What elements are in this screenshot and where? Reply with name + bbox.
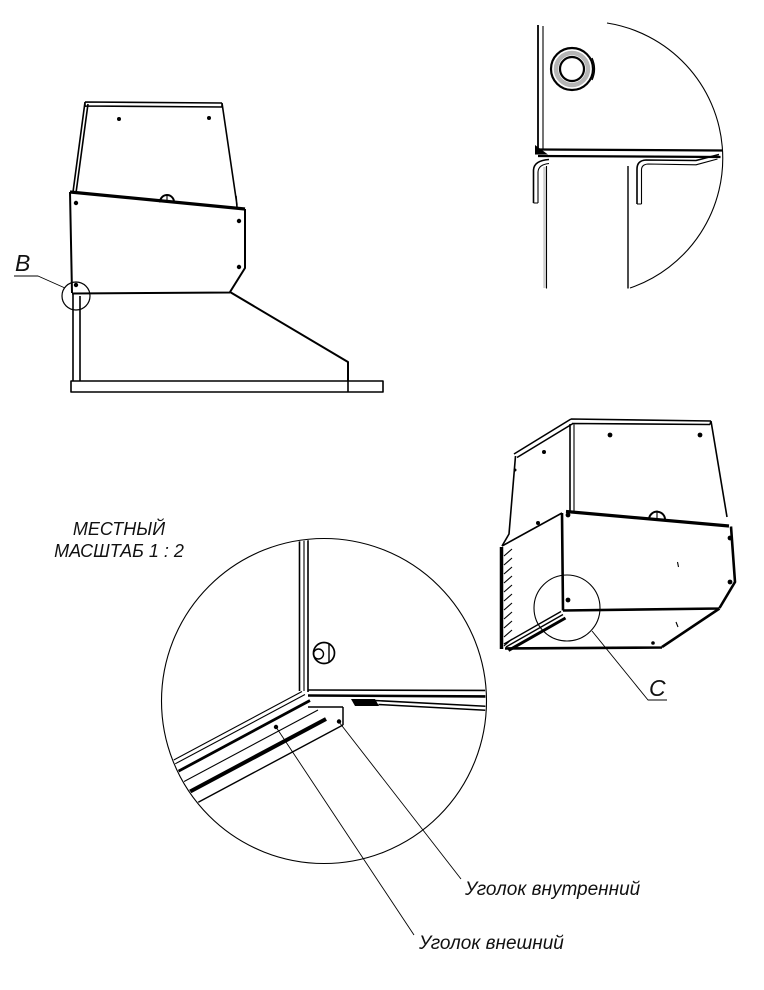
side-view [14, 102, 383, 392]
iso-screw-dots [514, 433, 733, 645]
local-detail-view [54, 518, 641, 954]
local-detail-boundary-circle [162, 539, 487, 864]
callout-leader-inner-angle [339, 722, 461, 879]
side-band-top-edge [70, 192, 245, 209]
local-detail-content [155, 525, 500, 804]
hook-right-inner [637, 159, 718, 204]
grommet [551, 48, 595, 90]
iso-corner-profile-thin [504, 612, 563, 648]
callout-outer-angle-label: Уголок внешний [419, 933, 564, 954]
local-note-line1: МЕСТНЫЙ [72, 519, 166, 539]
angle-hooks [534, 155, 720, 205]
detail-b-label: B [15, 250, 31, 276]
side-leg-lines [73, 293, 80, 381]
fastener-inner-circle [314, 649, 324, 659]
iso-band-outline [562, 513, 735, 611]
quarter-turn-fastener [314, 643, 335, 664]
detail-b-leader [14, 276, 65, 288]
side-base-plate [71, 381, 383, 392]
local-panel-horizontal-bottom [308, 696, 500, 697]
callout-leader-outer-angle [276, 727, 414, 935]
side-slope-edge [230, 292, 348, 381]
side-lid-outline [73, 102, 237, 207]
detail-c-label: C [649, 675, 666, 701]
callout-inner-angle-label: Уголок внутренний [465, 879, 641, 900]
iso-louver-hatch [504, 549, 512, 646]
local-panel-horizontal-top [308, 690, 500, 691]
iso-surface-dashes [676, 562, 679, 627]
panel-horizontal-edges [538, 150, 722, 158]
iso-band-top-edge [566, 512, 729, 527]
local-note-line2: МАСШТАБ 1 : 2 [54, 541, 184, 561]
inner-angle-edges [308, 701, 500, 726]
detail-c-circle [534, 575, 600, 641]
isometric-view [502, 419, 736, 701]
corner-detail-view [534, 23, 723, 289]
angle-section-fill [351, 699, 379, 706]
grommet-inner-circle [560, 57, 584, 81]
